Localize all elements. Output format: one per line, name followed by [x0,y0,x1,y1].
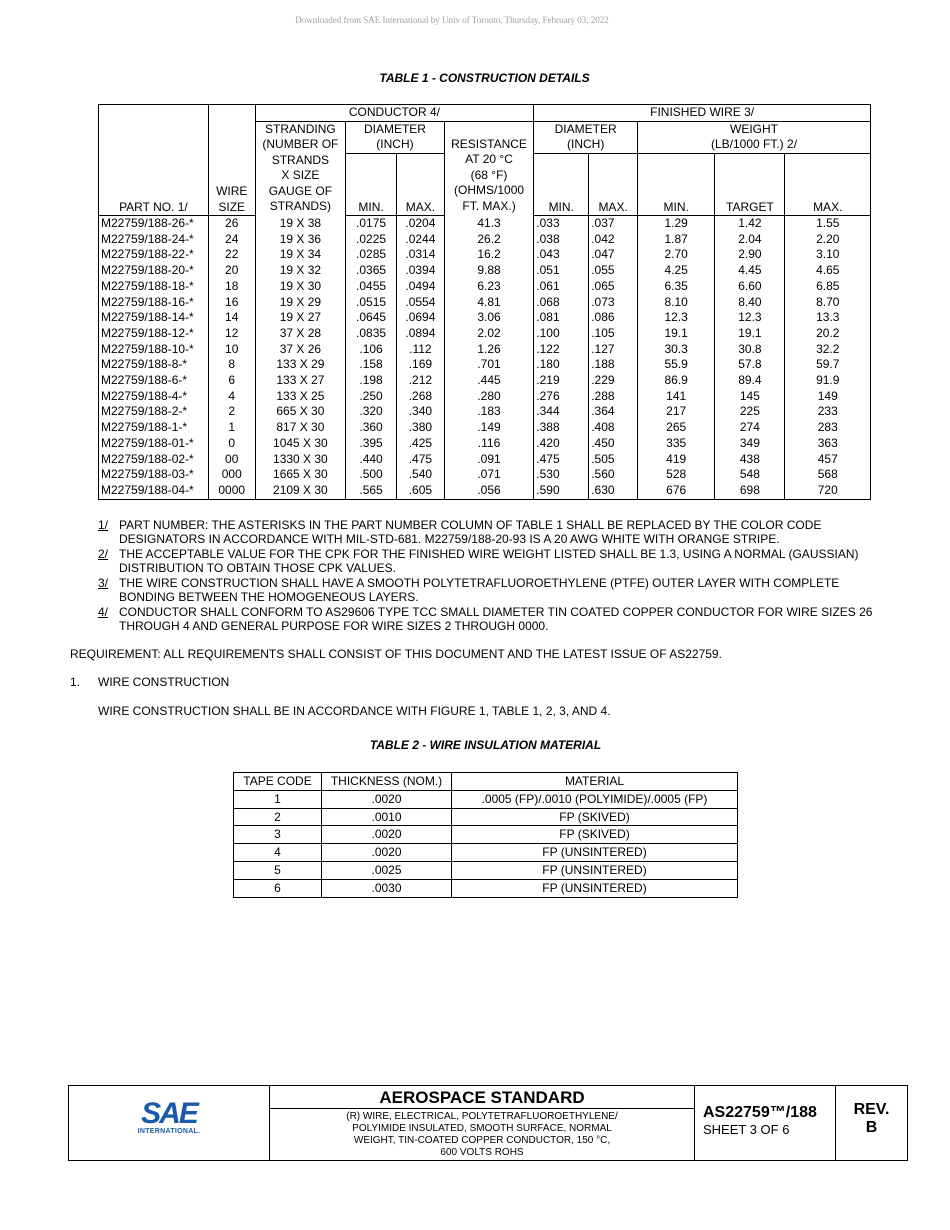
table-cell: M22759/188-26-* [99,216,209,232]
table-cell: 233 [785,404,871,420]
title-cell [270,1086,695,1160]
table-cell: .198 [346,373,397,389]
table-row [99,483,871,499]
table-cell: .0020 [322,826,452,844]
table-cell: 6.35 [638,279,715,295]
table-cell: .056 [444,483,534,499]
table-cell: 12.3 [638,310,715,326]
table-row [99,342,871,358]
table-row [99,279,871,295]
table-cell: .630 [589,483,638,499]
fin-max-header: MAX. [589,153,638,216]
table-cell: M22759/188-22-* [99,247,209,263]
table-cell: .042 [589,232,638,248]
table-cell: 3.06 [444,310,534,326]
table-cell: .169 [396,357,444,373]
table-row [99,452,871,468]
table-cell: 41.3 [444,216,534,232]
table-cell: .540 [396,467,444,483]
table-cell: 1 [208,420,255,436]
section-heading: 1. WIRE CONSTRUCTION [70,675,230,689]
table-cell: 0000 [208,483,255,499]
table-cell: 225 [715,404,785,420]
table-cell: .0694 [396,310,444,326]
table-cell: 19 X 27 [255,310,346,326]
table-cell: .183 [444,404,534,420]
weight-header: WEIGHT (LB/1000 FT.) 2/ [638,121,871,153]
footnotes [98,518,878,634]
tape-code-header: TAPE CODE [234,773,322,791]
table-cell: 145 [715,389,785,405]
table-cell: .364 [589,404,638,420]
table-cell: 3 [234,826,322,844]
table-cell: 22 [208,247,255,263]
table-cell: 141 [638,389,715,405]
table-row [234,826,738,844]
table-cell: .100 [534,326,589,342]
table-cell: .360 [346,420,397,436]
table-cell: M22759/188-2-* [99,404,209,420]
fin-min-header: MIN. [534,153,589,216]
material-header: MATERIAL [452,773,738,791]
doc-number-cell [695,1086,836,1160]
table-cell: .440 [346,452,397,468]
table-cell: .0494 [396,279,444,295]
table-cell: 32.2 [785,342,871,358]
table-row [99,247,871,263]
table-cell: .0365 [346,263,397,279]
table-cell: .250 [346,389,397,405]
table-cell: .0554 [396,295,444,311]
table-cell: .408 [589,420,638,436]
table-cell: .505 [589,452,638,468]
table-cell: .0204 [396,216,444,232]
table-cell: 19 X 30 [255,279,346,295]
table1-title: TABLE 1 - CONSTRUCTION DETAILS [379,71,590,85]
table-cell: M22759/188-4-* [99,389,209,405]
table-cell: FP (UNSINTERED) [452,861,738,879]
table-cell: 000 [208,467,255,483]
table-cell: .0025 [322,861,452,879]
table-cell: .450 [589,436,638,452]
table-cell: .344 [534,404,589,420]
table-cell: 274 [715,420,785,436]
thickness-header: THICKNESS (NOM.) [322,773,452,791]
revision-cell: REV. B [836,1086,908,1160]
sheet-number: SHEET 3 OF 6 [703,1122,790,1137]
table-row [99,404,871,420]
table-row [99,436,871,452]
table-cell: 363 [785,436,871,452]
table-cell: .037 [589,216,638,232]
table-cell: 3.10 [785,247,871,263]
weight-max-header: MAX. [785,153,871,216]
table-cell: 133 X 27 [255,373,346,389]
table-cell: .380 [396,420,444,436]
table-cell: .605 [396,483,444,499]
table-cell: 349 [715,436,785,452]
table-cell: .051 [534,263,589,279]
table-cell: .0244 [396,232,444,248]
table-cell: 2.04 [715,232,785,248]
table-cell: 817 X 30 [255,420,346,436]
table-cell: 2.20 [785,232,871,248]
requirement-text: REQUIREMENT: ALL REQUIREMENTS SHALL CONSIST OF THIS DOCUMENT AND THE LATEST ISSUE OF AS22759. [70,647,722,661]
table-cell: 91.9 [785,373,871,389]
table-cell: M22759/188-02-* [99,452,209,468]
table-cell: 548 [715,467,785,483]
weight-target-header: TARGET [715,153,785,216]
table-cell: .033 [534,216,589,232]
table2-title: TABLE 2 - WIRE INSULATION MATERIAL [369,738,602,752]
footnote: 3/ THE WIRE CONSTRUCTION SHALL HAVE A SMOOTH POLYTETRAFLUOROETHYLENE (PTFE) OUTER LAYER WITH COMPLETE BONDING BETWEEN THE HOMOGENEOUS LAYERS. [98,576,840,604]
table-cell: 4.81 [444,295,534,311]
table-cell: M22759/188-10-* [99,342,209,358]
table-cell: 149 [785,389,871,405]
table-cell: .061 [534,279,589,295]
table-cell: 5 [234,861,322,879]
part-no-header: PART NO. 1/ [99,153,209,216]
table-cell: 2.90 [715,247,785,263]
table-cell: 698 [715,483,785,499]
table-cell: 00 [208,452,255,468]
table-cell: 24 [208,232,255,248]
table-cell: .500 [346,467,397,483]
table-cell: 283 [785,420,871,436]
table-cell: 89.4 [715,373,785,389]
cond-min-header: MIN. [346,153,397,216]
table-cell: .219 [534,373,589,389]
table-cell: M22759/188-24-* [99,232,209,248]
table-cell: 26 [208,216,255,232]
table-cell: .106 [346,342,397,358]
table-cell: 6 [208,373,255,389]
table-cell: 720 [785,483,871,499]
table-cell: .065 [589,279,638,295]
table-cell: 6.23 [444,279,534,295]
table-cell: .0314 [396,247,444,263]
table-cell: .0835 [346,326,397,342]
table-cell: .0005 (FP)/.0010 (POLYIMIDE)/.0005 (FP) [452,790,738,808]
table-cell: 19 X 34 [255,247,346,263]
table-row [99,232,871,248]
table-cell: .560 [589,467,638,483]
table-cell: .105 [589,326,638,342]
table-cell: 30.8 [715,342,785,358]
table-cell: 59.7 [785,357,871,373]
table-cell: 8.40 [715,295,785,311]
table-cell: 6.85 [785,279,871,295]
document-description: (R) WIRE, ELECTRICAL, POLYTETRAFLUOROETHYLENE/ POLYIMIDE INSULATED, SMOOTH SURFACE, NORMAL WEIGHT, TIN-COATED COPPER CONDUCTOR, 150 °C, 600 VOLTS ROHS [346,1111,618,1158]
table-cell: .158 [346,357,397,373]
table-cell: .149 [444,420,534,436]
table-cell: .055 [589,263,638,279]
table-cell: M22759/188-20-* [99,263,209,279]
table-cell: .0010 [322,808,452,826]
table-cell: .395 [346,436,397,452]
table-cell: .0030 [322,879,452,897]
table-cell: .340 [396,404,444,420]
table-cell: 19.1 [715,326,785,342]
table-cell: 12.3 [715,310,785,326]
table-cell: 1.55 [785,216,871,232]
table-cell: 4.45 [715,263,785,279]
table-row [99,216,871,232]
table-cell: 1.29 [638,216,715,232]
table-cell: 10 [208,342,255,358]
table-cell: 1.26 [444,342,534,358]
table-cell: 265 [638,420,715,436]
table-cell: 16.2 [444,247,534,263]
table-row [99,373,871,389]
table-cell: .038 [534,232,589,248]
table-cell: 2 [208,404,255,420]
table-cell: M22759/188-04-* [99,483,209,499]
footnote: 2/ THE ACCEPTABLE VALUE FOR THE CPK FOR THE FINISHED WIRE WEIGHT LISTED SHALL BE 1.3, USING A NORMAL (GAUSSIAN) DISTRIBUTION TO OBTAIN THOSE CPK VALUES. [98,547,859,575]
table-cell: 37 X 26 [255,342,346,358]
table-cell: 18 [208,279,255,295]
table-cell: 1.42 [715,216,785,232]
table-cell: 6.60 [715,279,785,295]
table-row [234,844,738,862]
table-cell: .0394 [396,263,444,279]
table-cell: .420 [534,436,589,452]
table-row [99,310,871,326]
table-cell: 55.9 [638,357,715,373]
table-cell: .565 [346,483,397,499]
table-row [234,861,738,879]
table-cell: 86.9 [638,373,715,389]
section-body: WIRE CONSTRUCTION SHALL BE IN ACCORDANCE WITH FIGURE 1, TABLE 1, 2, 3, AND 4. [98,704,611,718]
table-cell: 0 [208,436,255,452]
standard-heading: AEROSPACE STANDARD [270,1086,694,1109]
table-cell: 457 [785,452,871,468]
table-cell: .288 [589,389,638,405]
table-cell: .388 [534,420,589,436]
table-cell: 20 [208,263,255,279]
table-cell: 2109 X 30 [255,483,346,499]
sae-logo: SAE INTERNATIONAL. [137,1097,201,1135]
table-cell: 19 X 29 [255,295,346,311]
table-cell: .086 [589,310,638,326]
finished-diameter-header: DIAMETER (INCH) [534,121,638,153]
table-cell: .0285 [346,247,397,263]
table-cell: 1.87 [638,232,715,248]
table-cell: M22759/188-1-* [99,420,209,436]
table-cell: 4 [234,844,322,862]
table-cell: .068 [534,295,589,311]
table-cell: M22759/188-6-* [99,373,209,389]
table-cell: .0455 [346,279,397,295]
table-cell: 2 [234,808,322,826]
table-cell: .0894 [396,326,444,342]
table-cell: 133 X 25 [255,389,346,405]
table-cell: 6 [234,879,322,897]
table-row [99,295,871,311]
table-row [99,263,871,279]
table-cell: .268 [396,389,444,405]
table-cell: 4 [208,389,255,405]
table-row [234,808,738,826]
table-cell: .530 [534,467,589,483]
table-cell: 8.70 [785,295,871,311]
conductor-diameter-header: DIAMETER (INCH) [346,121,445,153]
table-cell: 217 [638,404,715,420]
table-cell: 2.02 [444,326,534,342]
table-cell: 30.3 [638,342,715,358]
table-cell: M22759/188-16-* [99,295,209,311]
table-cell: FP (UNSINTERED) [452,879,738,897]
table-cell: 4.25 [638,263,715,279]
table-cell: 1 [234,790,322,808]
table-cell: 676 [638,483,715,499]
table-cell: .0020 [322,844,452,862]
table-cell: 1045 X 30 [255,436,346,452]
table-cell: .0515 [346,295,397,311]
table-cell: .091 [444,452,534,468]
table-cell: FP (SKIVED) [452,826,738,844]
table-cell: M22759/188-12-* [99,326,209,342]
footnote: 4/ CONDUCTOR SHALL CONFORM TO AS29606 TYPE TCC SMALL DIAMETER TIN COATED COPPER CONDUCTOR FOR WIRE SIZES 26 THROUGH 4 AND GENERAL PURPOSE FOR WIRE SIZES 2 THROUGH 0000. [98,605,873,633]
table-row [99,326,871,342]
table-cell: M22759/188-8-* [99,357,209,373]
table-cell: .212 [396,373,444,389]
stranding-header: STRANDING (NUMBER OF STRANDS X SIZE GAUGE OF STRANDS) [255,121,346,216]
wire-size-header: WIRE SIZE [208,153,255,216]
table-cell: 19 X 36 [255,232,346,248]
table-cell: .425 [396,436,444,452]
table-cell: 2.70 [638,247,715,263]
table-cell: .0225 [346,232,397,248]
table-cell: .320 [346,404,397,420]
table-cell: 19.1 [638,326,715,342]
table-cell: 16 [208,295,255,311]
table-cell: 19 X 32 [255,263,346,279]
table-row [99,467,871,483]
table-cell: 4.65 [785,263,871,279]
table-cell: .0175 [346,216,397,232]
table-cell: 20.2 [785,326,871,342]
table-cell: .073 [589,295,638,311]
table-cell: M22759/188-14-* [99,310,209,326]
table-cell: .229 [589,373,638,389]
table-cell: FP (SKIVED) [452,808,738,826]
table-cell: .276 [534,389,589,405]
table-cell: 19 X 38 [255,216,346,232]
insulation-table [233,772,738,898]
table-cell: 1665 X 30 [255,467,346,483]
table-cell: .180 [534,357,589,373]
table-cell: 528 [638,467,715,483]
table-cell: 12 [208,326,255,342]
table-cell: 37 X 28 [255,326,346,342]
table-cell: .116 [444,436,534,452]
table-cell: 26.2 [444,232,534,248]
table-cell: 419 [638,452,715,468]
table-cell: .188 [589,357,638,373]
table-cell: .122 [534,342,589,358]
conductor-group-header: CONDUCTOR 4/ [255,105,534,122]
weight-min-header: MIN. [638,153,715,216]
table-cell: 8 [208,357,255,373]
table-cell: .112 [396,342,444,358]
table-cell: .0020 [322,790,452,808]
download-banner: Downloaded from SAE International by Univ of Toronto, Thursday, February 03, 2022 [295,15,609,25]
table-cell: 8.10 [638,295,715,311]
cond-max-header: MAX. [396,153,444,216]
footnote: 1/ PART NUMBER: THE ASTERISKS IN THE PART NUMBER COLUMN OF TABLE 1 SHALL BE REPLACED BY THE COLOR CODE DESIGNATORS IN ACCORDANCE WITH MIL-STD-681. M22759/188-20-93 IS A 20 AWG WHITE WITH ORANGE STRIPE. [98,518,822,546]
table-cell: .0645 [346,310,397,326]
logo-cell [69,1086,270,1160]
table-cell: 133 X 29 [255,357,346,373]
table-cell: 14 [208,310,255,326]
table-cell: .475 [534,452,589,468]
table-cell: .475 [396,452,444,468]
doc-number: AS22759™/188 [703,1104,817,1121]
title-block [68,1085,908,1161]
table-cell: 13.3 [785,310,871,326]
table-row [99,357,871,373]
table-cell: M22759/188-18-* [99,279,209,295]
table-cell: 438 [715,452,785,468]
resistance-header: RESISTANCE AT 20 °C (68 °F) (OHMS/1000 FT. MAX.) [444,121,534,216]
table-row [234,879,738,897]
table-cell: .127 [589,342,638,358]
table-cell: .280 [444,389,534,405]
table-cell: FP (UNSINTERED) [452,844,738,862]
table-row [99,389,871,405]
table-cell: .590 [534,483,589,499]
table-cell: M22759/188-01-* [99,436,209,452]
finished-wire-group-header: FINISHED WIRE 3/ [534,105,871,122]
table-cell: 9.88 [444,263,534,279]
table-cell: 57.8 [715,357,785,373]
table-cell: .701 [444,357,534,373]
table-cell: .071 [444,467,534,483]
revision-letter: B [865,1119,878,1136]
table-cell: 568 [785,467,871,483]
table-row [99,420,871,436]
table-cell: .445 [444,373,534,389]
table-cell: 665 X 30 [255,404,346,420]
table-cell: 335 [638,436,715,452]
table-cell: .043 [534,247,589,263]
table-cell: .047 [589,247,638,263]
table-cell: 1330 X 30 [255,452,346,468]
table-row [234,790,738,808]
table-cell: M22759/188-03-* [99,467,209,483]
construction-table [98,104,871,500]
table-cell: .081 [534,310,589,326]
